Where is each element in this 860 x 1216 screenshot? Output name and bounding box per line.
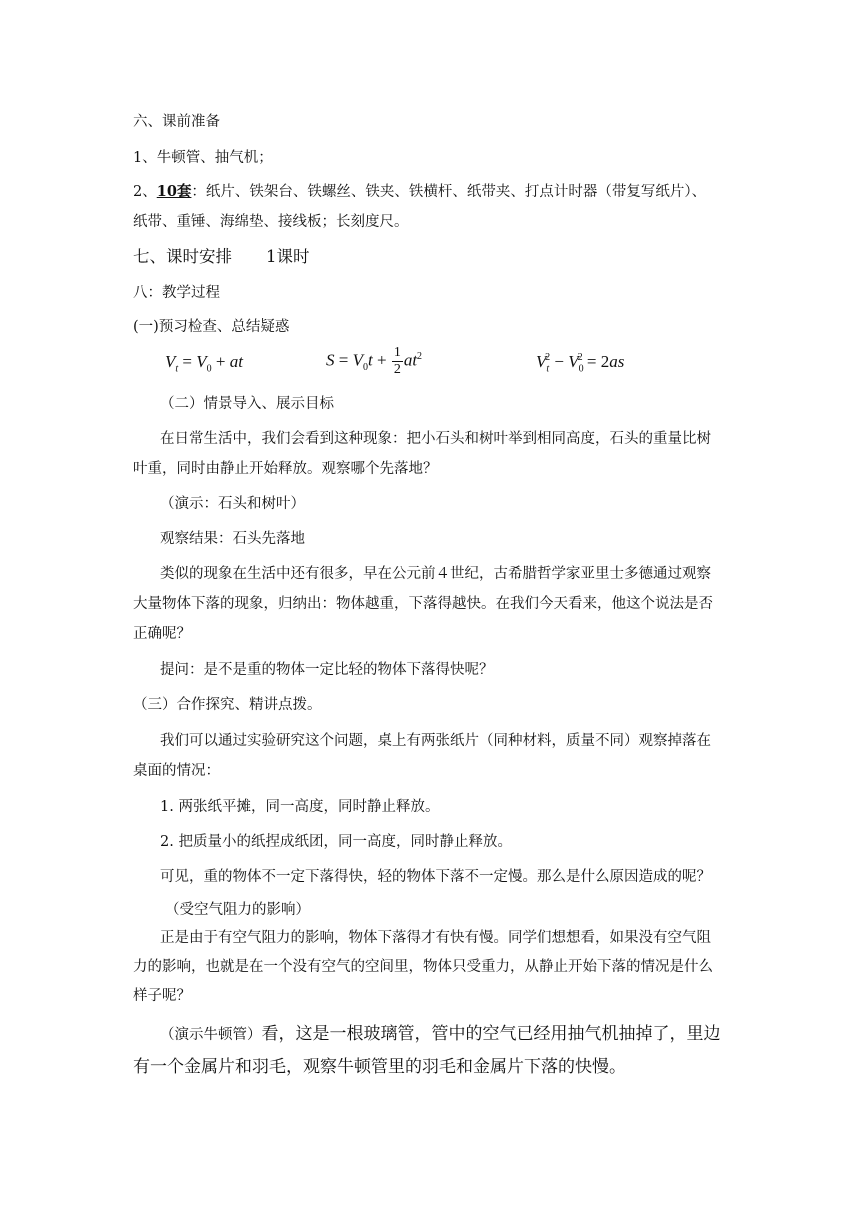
prep-item-2 xyxy=(133,182,706,202)
part-2-title: （二）情景导入、展示目标 xyxy=(160,396,334,412)
demo-note: （演示：石头和树叶） xyxy=(160,496,305,512)
paragraph-intro-line-1: 在日常生活中，我们会看到这种现象：把小石头和树叶举到相同高度，石头的重量比树 xyxy=(160,431,711,447)
paragraph-history-line-3: 正确呢？ xyxy=(133,626,191,642)
paragraph-history-line-2: 大量物体下落的现象，归纳出：物体越重，下落得越快。在我们今天看来，他这个说法是否 xyxy=(133,596,713,612)
paragraph-newton-tube-line-1 xyxy=(160,1023,721,1045)
prep-item-2-prefix: 2、 xyxy=(133,184,157,200)
newton-tube-text-1: 看，这是一根玻璃管，管中的空气已经用抽气机抽掉了，里边 xyxy=(261,1024,721,1044)
paragraph-conclusion: 可见，重的物体不一定下落得快，轻的物体下落不一定慢。那么是什么原因造成的呢？ xyxy=(160,869,711,885)
question: 提问：是不是重的物体一定比轻的物体下落得快呢？ xyxy=(160,662,494,678)
newton-tube-demo-label: （演示牛顿管） xyxy=(160,1027,262,1043)
paragraph-vacuum-line-1: 正是由于有空气阻力的影响，物体下落得才有快有慢。同学们想想看，如果没有空气阻 xyxy=(160,930,711,946)
section-7-title: 七、课时安排 xyxy=(133,247,232,266)
paragraph-history-line-1: 类似的现象在生活中还有很多，早在公元前４世纪，古希腊哲学家亚里士多德通过观察 xyxy=(160,566,711,582)
paragraph-newton-tube-line-2: 有一个金属片和羽毛，观察牛顿管里的羽毛和金属片下落的快慢。 xyxy=(133,1057,626,1077)
air-resistance-note: （受空气阻力的影响） xyxy=(165,902,310,918)
prep-item-2-count: 10套 xyxy=(156,183,192,200)
section-7 xyxy=(133,246,310,268)
section-7-value: 1课时 xyxy=(266,247,310,266)
paragraph-vacuum-line-2: 力的影响，也就是在一个没有空气的空间里，物体只受重力，从静止开始下落的情况是什么 xyxy=(133,959,713,975)
section-6-title: 六、课前准备 xyxy=(133,114,220,130)
paragraph-experiment-line-2: 桌面的情况： xyxy=(133,763,220,779)
equation-velocity: $V_t = V_0$ + at xyxy=(165,352,243,375)
experiment-step-1: 1. 两张纸平摊，同一高度，同时静止释放。 xyxy=(160,799,440,815)
prep-item-2-cont: 纸带、重锤、海绵垫、接线板；长刻度尺。 xyxy=(133,214,409,230)
section-8-title: 八：教学过程 xyxy=(133,285,220,301)
observation-result: 观察结果：石头先落地 xyxy=(160,531,305,547)
part-3-title: （三）合作探究、精讲点拨。 xyxy=(133,697,322,713)
equation-displacement: $S = V_0t$ + $\frac{1}{2}$ $at^2$ xyxy=(326,345,423,377)
prep-item-1: 1、牛顿管、抽气机； xyxy=(133,150,273,166)
part-1-title: (一)预习检查、总结疑惑 xyxy=(133,319,290,335)
paragraph-experiment-line-1: 我们可以通过实验研究这个问题，桌上有两张纸片（同种材料，质量不同）观察掉落在 xyxy=(160,733,711,749)
equation-velocity-squared: $V_t^2 - V_0^2 = 2as$ xyxy=(536,352,625,375)
prep-item-2-text: ：纸片、铁架台、铁螺丝、铁夹、铁横杆、纸带夹、打点计时器（带复写纸片）、 xyxy=(191,184,707,200)
paragraph-intro-line-2: 叶重，同时由静止开始释放。观察哪个先落地？ xyxy=(133,461,438,477)
paragraph-vacuum-line-3: 样子呢？ xyxy=(133,988,191,1004)
experiment-step-2: 2. 把质量小的纸捏成纸团，同一高度，同时静止释放。 xyxy=(160,834,512,850)
